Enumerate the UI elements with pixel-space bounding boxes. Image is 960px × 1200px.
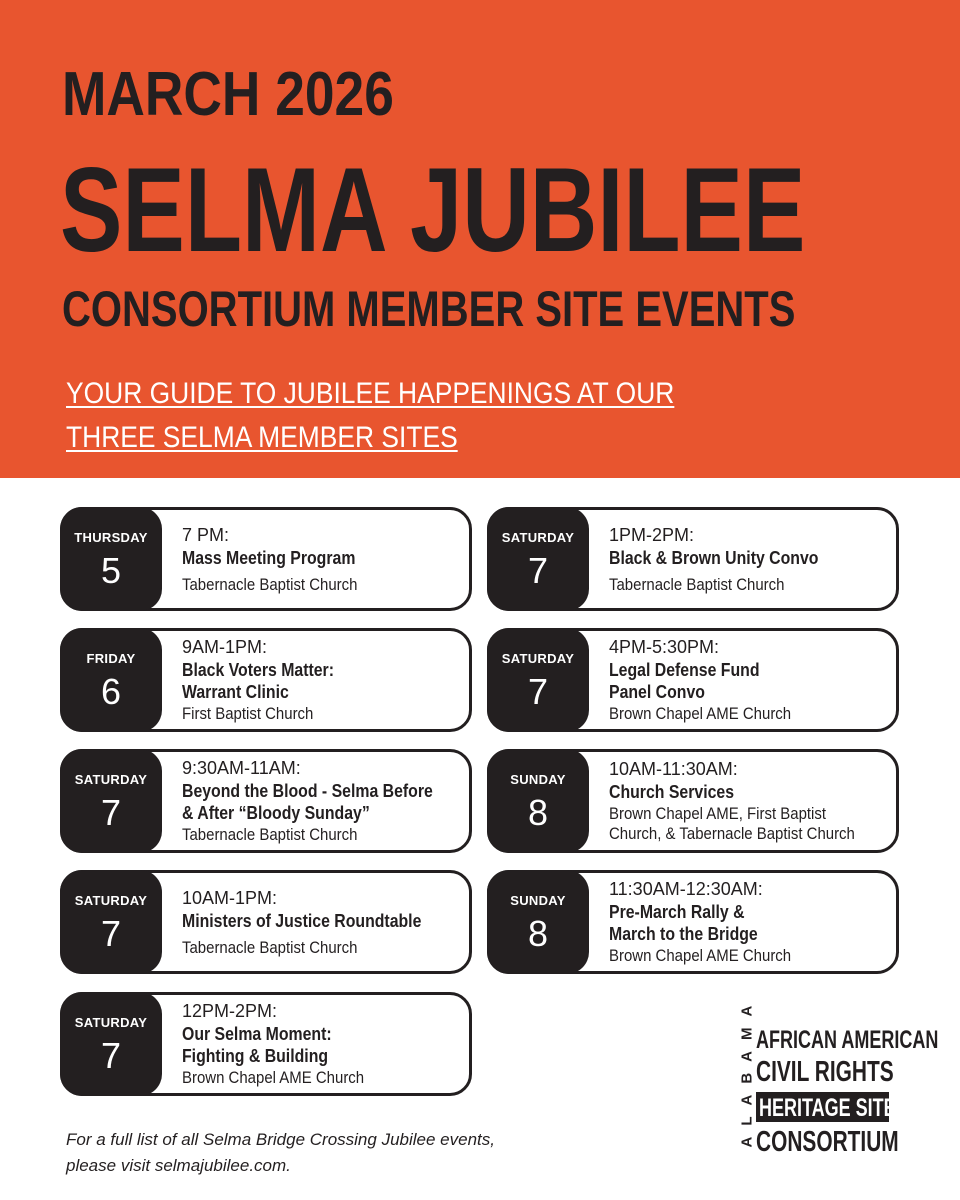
event-location: Tabernacle Baptist Church <box>182 825 358 844</box>
event-location: Brown Chapel AME Church <box>609 704 792 723</box>
date-badge <box>60 749 162 853</box>
event-title: Church Services <box>609 782 735 802</box>
event-title: Pre-March Rally & <box>609 902 745 922</box>
event-title: Fighting & Building <box>182 1046 329 1066</box>
event-details <box>182 749 468 853</box>
event-card <box>60 749 472 853</box>
event-title: & After “Bloody Sunday” <box>182 803 370 823</box>
event-day: SUNDAY <box>510 772 566 787</box>
event-location: Brown Chapel AME, First Baptist <box>609 804 827 823</box>
event-date: 7 <box>527 671 549 712</box>
event-time: 9:30AM-11AM: <box>182 758 301 778</box>
event-card <box>60 870 472 974</box>
event-title: Mass Meeting Program <box>182 548 356 568</box>
logo-line-2: CIVIL RIGHTS <box>756 1056 894 1088</box>
event-title: Our Selma Moment: <box>182 1024 332 1044</box>
event-location: Tabernacle Baptist Church <box>182 938 358 957</box>
event-details <box>609 749 895 853</box>
event-location: Tabernacle Baptist Church <box>609 575 785 594</box>
event-location: Church, & Tabernacle Baptist Church <box>609 824 855 843</box>
event-location: Tabernacle Baptist Church <box>182 575 358 594</box>
event-day: SATURDAY <box>501 651 575 666</box>
event-title: Ministers of Justice Roundtable <box>182 911 422 931</box>
event-time: 12PM-2PM: <box>182 1001 278 1021</box>
event-time: 11:30AM-12:30AM: <box>609 879 763 899</box>
event-time: 7 PM: <box>182 525 230 545</box>
logo-line-3: HERITAGE SITES <box>759 1094 908 1122</box>
event-details <box>182 992 468 1096</box>
event-title: Panel Convo <box>609 682 705 702</box>
event-date: 7 <box>100 1035 122 1076</box>
event-day: THURSDAY <box>74 530 148 545</box>
event-title: March to the Bridge <box>609 924 758 944</box>
event-day: SATURDAY <box>74 893 148 908</box>
event-date: 5 <box>100 550 122 591</box>
date-badge <box>60 507 162 611</box>
event-day: SATURDAY <box>74 772 148 787</box>
event-date: 7 <box>100 792 122 833</box>
event-card <box>487 628 899 732</box>
event-time: 9AM-1PM: <box>182 637 268 657</box>
event-date: 7 <box>100 913 122 954</box>
event-location: Brown Chapel AME Church <box>182 1068 365 1087</box>
event-location: Brown Chapel AME Church <box>609 946 792 965</box>
logo-state: ALABAMA <box>738 994 756 1148</box>
header-subtitle: CONSORTIUM MEMBER SITE EVENTS <box>62 281 796 337</box>
event-day: SUNDAY <box>510 893 566 908</box>
event-date: 8 <box>527 913 549 954</box>
event-details <box>609 507 895 611</box>
date-badge <box>487 507 589 611</box>
event-details <box>182 870 468 974</box>
date-badge <box>60 628 162 732</box>
event-title: Black & Brown Unity Convo <box>609 548 819 568</box>
date-badge <box>487 628 589 732</box>
consortium-logo <box>728 994 939 1160</box>
event-day: SATURDAY <box>501 530 575 545</box>
event-details <box>609 628 895 732</box>
footer-line-1: For a full list of all Selma Bridge Crossing Jubilee events, <box>66 1130 495 1149</box>
event-date: 6 <box>100 671 122 712</box>
event-time: 10AM-11:30AM: <box>609 759 738 779</box>
event-location: First Baptist Church <box>182 704 314 723</box>
footer-note <box>66 1127 495 1179</box>
footer-line-2: please visit selmajubilee.com. <box>66 1156 291 1175</box>
event-title: Beyond the Blood - Selma Before <box>182 781 433 801</box>
event-card <box>487 870 899 974</box>
event-card <box>60 507 472 611</box>
event-title: Legal Defense Fund <box>609 660 760 680</box>
date-badge <box>487 749 589 853</box>
logo-line-4: CONSORTIUM <box>756 1126 899 1158</box>
date-badge <box>487 870 589 974</box>
event-details <box>182 628 468 732</box>
event-title: Black Voters Matter: <box>182 660 335 680</box>
event-card <box>60 628 472 732</box>
event-day: SATURDAY <box>74 1015 148 1030</box>
event-card <box>487 749 899 853</box>
page-title: SELMA JUBILEE <box>60 143 806 277</box>
event-date: 8 <box>527 792 549 833</box>
event-title: Warrant Clinic <box>182 682 289 702</box>
event-card <box>60 992 472 1096</box>
guide-link-line-2[interactable]: THREE SELMA MEMBER SITES <box>66 421 458 454</box>
header-month: MARCH 2026 <box>62 60 394 129</box>
event-date: 7 <box>527 550 549 591</box>
event-day: FRIDAY <box>86 651 136 666</box>
guide-link-line-1[interactable]: YOUR GUIDE TO JUBILEE HAPPENINGS AT OUR <box>66 377 675 410</box>
event-time: 4PM-5:30PM: <box>609 637 720 657</box>
date-badge <box>60 870 162 974</box>
logo-line-1: AFRICAN AMERICAN <box>756 1026 939 1054</box>
event-details <box>182 507 468 611</box>
event-details <box>609 870 895 974</box>
date-badge <box>60 992 162 1096</box>
event-time: 1PM-2PM: <box>609 525 695 545</box>
event-card <box>487 507 899 611</box>
event-time: 10AM-1PM: <box>182 888 278 908</box>
